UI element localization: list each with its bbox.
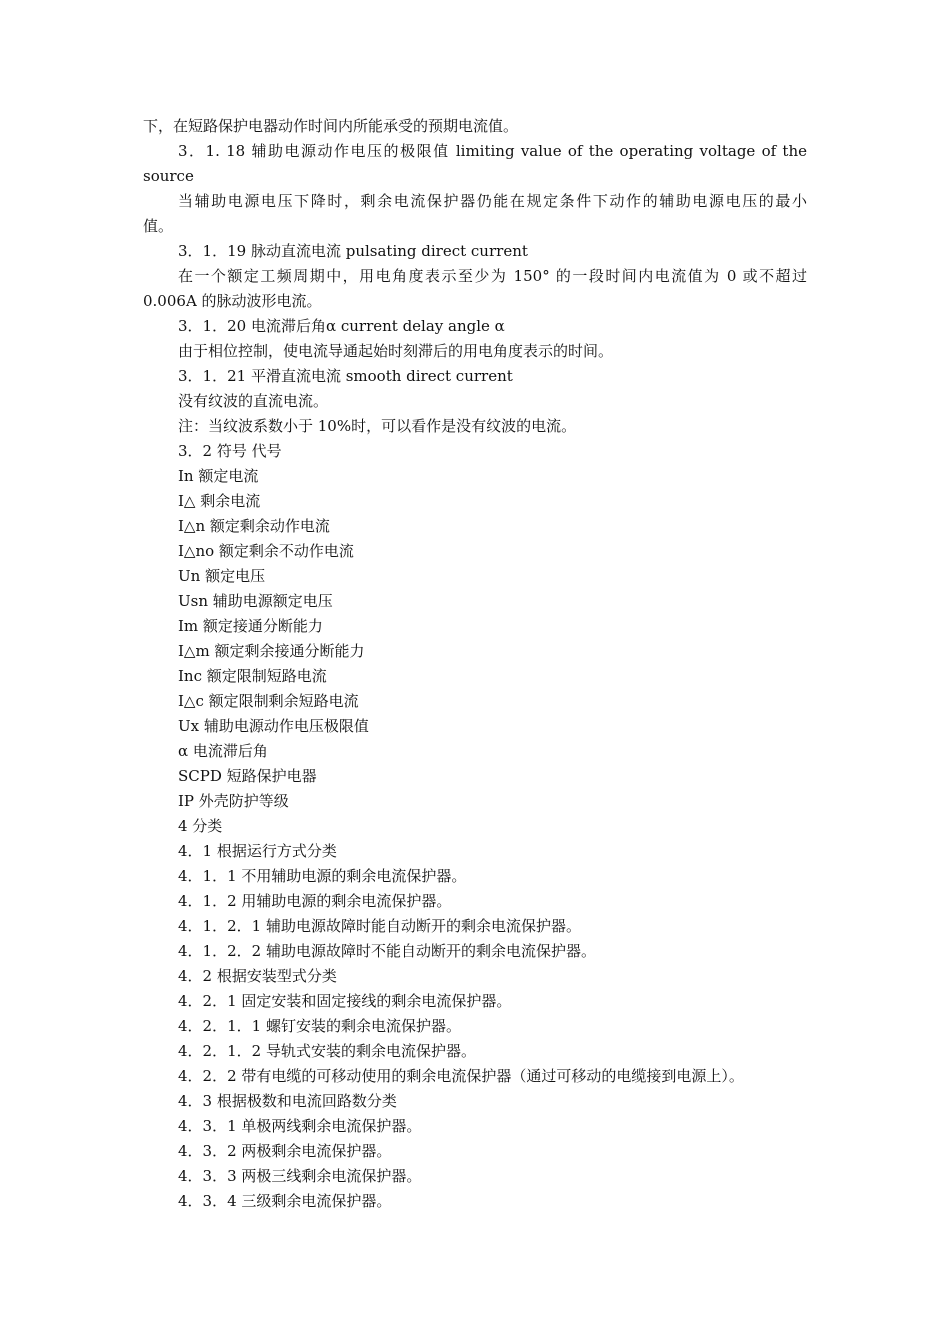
symbol-line: I△n 额定剩余动作电流 xyxy=(178,517,330,535)
symbol-line: Un 额定电压 xyxy=(178,567,266,585)
text-line: 4．1．1 不用辅助电源的剩余电流保护器。 xyxy=(178,867,467,885)
text-line: 0.006A 的脉动波形电流。 xyxy=(143,292,322,310)
symbol-line: Usn 辅助电源额定电压 xyxy=(178,592,333,610)
symbol-line: In 额定电流 xyxy=(178,467,259,485)
text-line: 4．3．1 单极两线剩余电流保护器。 xyxy=(178,1117,422,1135)
text-line: 3．1．19 脉动直流电流 pulsating direct current xyxy=(178,242,528,260)
symbol-line: I△m 额定剩余接通分断能力 xyxy=(178,642,365,660)
text-line: 没有纹波的直流电流。 xyxy=(178,392,329,410)
symbol-line: I△ 剩余电流 xyxy=(178,492,261,510)
symbol-line: SCPD 短路保护电器 xyxy=(178,767,317,785)
text-line: 3．1．21 平滑直流电流 smooth direct current xyxy=(178,367,513,385)
symbol-line: IP 外壳防护等级 xyxy=(178,792,289,810)
text-line: 4．1．2．2 辅助电源故障时不能自动断开的剩余电流保护器。 xyxy=(178,942,596,960)
text-line: 4．2．1 固定安装和固定接线的剩余电流保护器。 xyxy=(178,992,512,1010)
section-heading: 4．1 根据运行方式分类 xyxy=(178,842,337,860)
symbol-line: I△no 额定剩余不动作电流 xyxy=(178,542,354,560)
text-line: 由于相位控制，使电流导通起始时刻滞后的用电角度表示的时间。 xyxy=(178,342,614,360)
text-line: 3．1. 18 辅助电源动作电压的极限值 limiting value of the operating voltage of the xyxy=(178,142,807,160)
text-line: source xyxy=(143,167,194,185)
section-heading: 4．3 根据极数和电流回路数分类 xyxy=(178,1092,397,1110)
symbol-line: Ux 辅助电源动作电压极限值 xyxy=(178,717,369,735)
symbol-line: α 电流滞后角 xyxy=(178,742,268,760)
section-heading: 4．2 根据安装型式分类 xyxy=(178,967,337,985)
text-line: 4．2．1．2 导轨式安装的剩余电流保护器。 xyxy=(178,1042,476,1060)
text-line: 4．3．3 两极三线剩余电流保护器。 xyxy=(178,1167,422,1185)
text-line: 当辅助电源电压下降时，剩余电流保护器仍能在规定条件下动作的辅助电源电压的最小 xyxy=(178,192,807,210)
symbol-line: Im 额定接通分断能力 xyxy=(178,617,323,635)
text-line: 在一个额定工频周期中，用电角度表示至少为 150° 的一段时间内电流值为 0 或不超过 xyxy=(178,267,807,285)
symbol-line: Inc 额定限制短路电流 xyxy=(178,667,327,685)
text-line: 4．1．2．1 辅助电源故障时能自动断开的剩余电流保护器。 xyxy=(178,917,581,935)
text-line: 4．2．1．1 螺钉安装的剩余电流保护器。 xyxy=(178,1017,461,1035)
text-line: 注：当纹波系数小于 10%时，可以看作是没有纹波的电流。 xyxy=(178,417,577,435)
section-heading: 4 分类 xyxy=(178,817,223,835)
text-line: 4．3．4 三级剩余电流保护器。 xyxy=(178,1192,392,1210)
text-line: 下，在短路保护电器动作时间内所能承受的预期电流值。 xyxy=(143,117,519,135)
symbol-line: I△c 额定限制剩余短路电流 xyxy=(178,692,359,710)
text-line: 4．1．2 用辅助电源的剩余电流保护器。 xyxy=(178,892,452,910)
text-line: 值。 xyxy=(143,217,174,235)
text-line: 4．3．2 两极剩余电流保护器。 xyxy=(178,1142,392,1160)
section-heading: 3．2 符号 代号 xyxy=(178,442,282,460)
document-body xyxy=(143,114,807,1214)
text-line: 3．1．20 电流滞后角α current delay angle α xyxy=(178,317,505,335)
text-line: 4．2．2 带有电缆的可移动使用的剩余电流保护器（通过可移动的电缆接到电源上）。 xyxy=(178,1067,744,1085)
